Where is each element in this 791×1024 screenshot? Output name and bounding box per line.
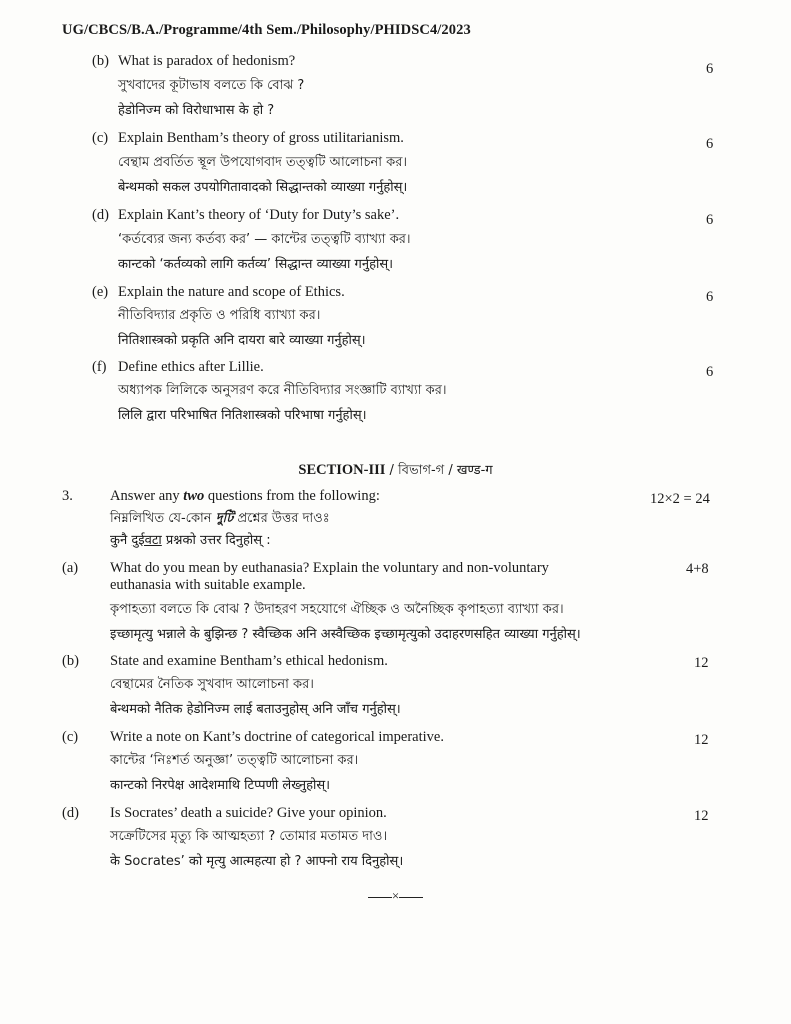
question-marks: 6 <box>706 212 714 228</box>
question-label: (a) <box>62 560 79 576</box>
question-text-np: कान्टको ‘कर्तव्यको लागि कर्तव्य’ सिद्धान्त व्याख्या गर्नुहोस्। <box>118 257 394 272</box>
question-text-en: Define ethics after Lillie. <box>118 359 264 375</box>
question-marks: 6 <box>706 61 714 77</box>
question-marks: 6 <box>706 289 714 305</box>
question-text-np: के Socrates’ को मृत्यु आत्महत्या हो ? आफ्नो राय दिनुहोस्। <box>110 854 404 869</box>
question-text-np: इच्छामृत्यु भन्नाले के बुझिन्छ ? स्वैच्छिक अनि अस्वैच्छिक इच्छामृत्युको उदाहरणसहित व्याख्या गर्नुहोस्। <box>110 627 581 642</box>
instruction-bn: নিম্নলিখিত যে-কোন দুটি প্রশ্নের উত্তর দাওঃ <box>110 511 330 526</box>
section-title-en: SECTION-III <box>298 462 386 478</box>
question-marks: 4+8 <box>686 561 709 577</box>
question-label: (c) <box>92 130 109 146</box>
question-label: (d) <box>92 207 109 223</box>
question-text-bn: কৃপাহত্যা বলতে কি বোঝ ? উদাহরণ সহযোগে ঐচ্ছিক ও অনৈচ্ছিক কৃপাহত্যা ব্যাখ্যা কর। <box>110 602 564 617</box>
question-text-bn: বেন্থাম প্রবর্তিত স্থূল উপযোগবাদ তত্ত্বটি আলোচনা কর। <box>118 155 408 170</box>
end-dash-left <box>368 897 392 898</box>
question-marks: 12 <box>694 655 709 671</box>
question-marks: 6 <box>706 364 714 380</box>
question-text-bn: নীতিবিদ্যার প্রকৃতি ও পরিধি ব্যাখ্যা কর। <box>118 308 321 323</box>
question-text-np: लिलि द्वारा परिभाषित नितिशास्त्रको परिभाषा गर्नुहोस्। <box>118 408 367 423</box>
end-of-paper-mark <box>0 888 791 904</box>
question-text-bn: বেন্থামের নৈতিক সুখবাদ আলোচনা কর। <box>110 677 314 692</box>
question-label: (b) <box>62 653 79 669</box>
question-label: (f) <box>92 359 107 375</box>
question-label: (d) <box>62 805 79 821</box>
section-title-sub: / বিভাগ-গ / खण्ड-ग <box>385 463 493 478</box>
question-text-en: State and examine Bentham’s ethical hedonism. <box>110 653 388 669</box>
question-text-en: Explain Kant’s theory of ‘Duty for Duty’s sake’. <box>118 207 400 223</box>
total-marks: 12×2 = 24 <box>650 491 710 507</box>
question-marks: 12 <box>694 808 709 824</box>
question-text-en: What is paradox of hedonism? <box>118 53 296 69</box>
question-text-en: What do you mean by euthanasia? Explain the voluntary and non-voluntary <box>110 560 549 576</box>
question-text-bn: কান্টের ‘নিঃশর্ত অনুজ্ঞা’ তত্ত্বটি আলোচনা কর। <box>110 753 359 768</box>
question-text-np: कान्टको निरपेक्ष आदेशमाथि टिप्पणी लेख्नुहोस्। <box>110 778 331 793</box>
question-text-en: Explain the nature and scope of Ethics. <box>118 284 345 300</box>
question-text-bn: সুখবাদের কূটাভাষ বলতে কি বোঝ ? <box>118 78 305 93</box>
question-text-en: Is Socrates’ death a suicide? Give your opinion. <box>110 805 387 821</box>
paper-code-header: UG/CBCS/B.A./Programme/4th Sem./Philosophy/PHIDSC4/2023 <box>62 22 471 38</box>
instruction-en: Answer any two questions from the following: <box>110 488 380 504</box>
question-label: (b) <box>92 53 109 69</box>
question-label: (e) <box>92 284 109 300</box>
question-text-np: बेन्थमको नैतिक हेडोनिज्म लाई बताउनुहोस् अनि जाँच गर्नुहोस्। <box>110 702 401 717</box>
question-number: 3. <box>62 488 73 504</box>
section-title <box>0 460 791 482</box>
question-text-np: हेडोनिज्म को विरोधाभास के हो ? <box>118 103 275 118</box>
question-text-bn: ‘কর্তব্যের জন্য কর্তব্য কর’ — কান্টের তত্ত্বটি ব্যাখ্যা কর। <box>118 232 411 247</box>
question-marks: 6 <box>706 136 714 152</box>
question-text-bn: সক্রেটিসের মৃত্যু কি আত্মহত্যা ? তোমার মতামত দাও। <box>110 829 388 844</box>
question-label: (c) <box>62 729 79 745</box>
question-text-en-cont: euthanasia with suitable example. <box>110 577 306 593</box>
question-marks: 12 <box>694 732 709 748</box>
question-text-bn: অধ্যাপক লিলিকে অনুসরণ করে নীতিবিদ্যার সংজ্ঞাটি ব্যাখ্যা কর। <box>118 383 447 398</box>
question-text-np: बेन्थमको सकल उपयोगितावादको सिद्धान्तको व्याख्या गर्नुहोस्। <box>118 180 408 195</box>
question-text-en: Explain Bentham’s theory of gross utilitarianism. <box>118 130 404 146</box>
instruction-np: कुनै दुईवटा प्रश्नको उत्तर दिनुहोस् : <box>110 533 271 548</box>
question-text-en: Write a note on Kant’s doctrine of categorical imperative. <box>110 729 444 745</box>
end-dash-right <box>399 897 423 898</box>
end-cross: × <box>391 888 400 903</box>
question-text-np: नितिशास्त्रको प्रकृति अनि दायरा बारे व्याख्या गर्नुहोस्। <box>118 333 366 348</box>
